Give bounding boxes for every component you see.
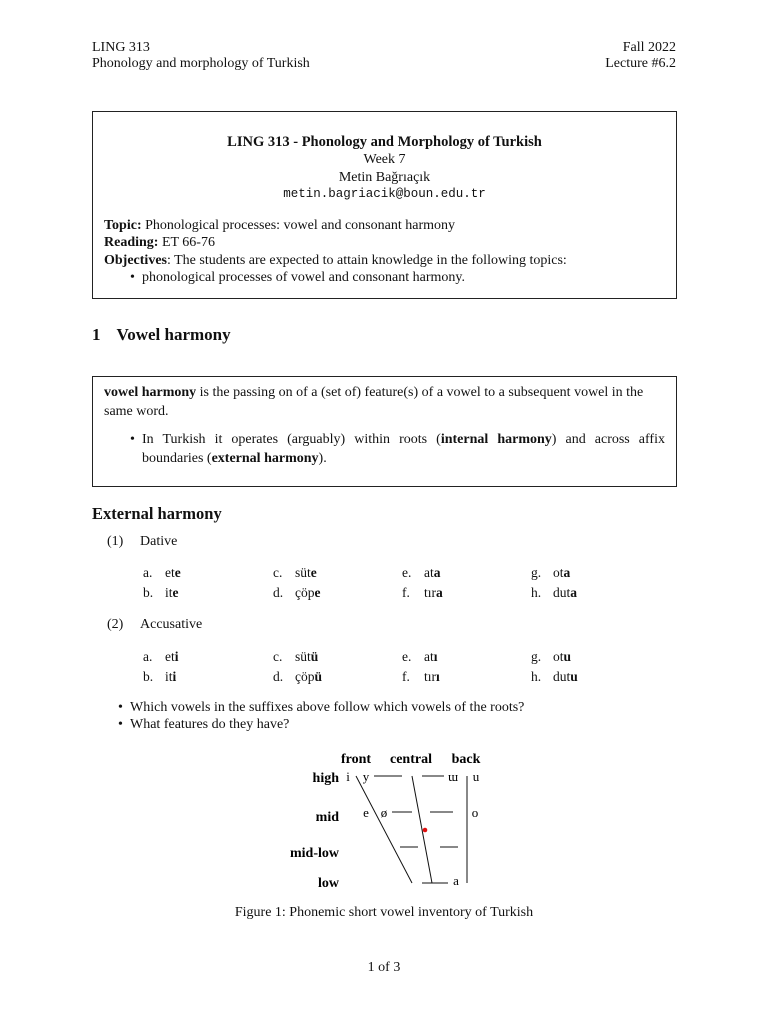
section-title: Vowel harmony: [116, 325, 231, 344]
example-item: [273, 649, 318, 665]
example-stem: et: [165, 565, 175, 580]
example-suffix: i: [174, 649, 179, 664]
vowel-unrounded-u: ɯ: [447, 769, 459, 784]
example-stem: at: [424, 649, 434, 664]
example-suffix: ı: [433, 649, 438, 664]
instructor-email[interactable]: metin.bagriacik@boun.edu.tr: [283, 187, 486, 201]
example-suffix: a: [436, 585, 443, 600]
example-stem: tır: [424, 669, 436, 684]
example-item-label: b.: [143, 669, 154, 684]
example-2-label: Accusative: [140, 617, 203, 632]
objective-item: • phonological processes of vowel and consonant harmony.: [142, 270, 465, 286]
example-suffix: e: [314, 585, 321, 600]
example-item: [143, 649, 179, 665]
reading-label: Reading:: [104, 235, 159, 250]
week: Week 7: [363, 152, 406, 167]
question-2: • What features do they have?: [130, 717, 289, 733]
schwa-dot: [423, 828, 428, 833]
example-item: [531, 649, 571, 665]
topic-label: Topic:: [104, 218, 142, 233]
example-item: [143, 669, 176, 685]
example-item: [273, 565, 317, 581]
instructor: Metin Bağrıaçık: [338, 170, 431, 185]
example-item-label: h.: [531, 585, 542, 600]
example-suffix: u: [570, 669, 578, 684]
example-1-number: (1): [107, 534, 124, 549]
section-number: 1: [92, 325, 101, 344]
vowel-y: y: [362, 769, 370, 784]
bullet-text-3: ).: [318, 451, 327, 466]
row-low: low: [318, 876, 339, 891]
objectives-line: [104, 253, 567, 269]
example-2-number: (2): [107, 617, 124, 632]
example-item-label: g.: [531, 649, 542, 664]
example-stem: süt: [295, 565, 311, 580]
example-suffix: u: [563, 649, 572, 664]
definition-term: vowel harmony: [104, 385, 197, 400]
column-back: back: [451, 752, 481, 767]
vowel-chart-lines: [356, 776, 467, 883]
example-item-label: f.: [402, 585, 410, 600]
example-suffix: i: [172, 669, 177, 684]
example-suffix: e: [172, 585, 179, 600]
example-item: [402, 585, 443, 601]
example-item-label: a.: [143, 649, 153, 664]
example-stem: ot: [553, 565, 564, 580]
example-stem: it: [165, 669, 173, 684]
course-info-box: [92, 111, 677, 299]
example-item: [402, 649, 438, 665]
definition-body: is the passing on of a (set of) feature(s) of a vowel to a subsequent vowel in the same word.: [104, 385, 644, 419]
example-item: [143, 565, 181, 581]
example-stem: süt: [295, 649, 311, 664]
bullet-text-1: In Turkish it operates (arguably) within roots (: [142, 432, 441, 447]
example-item-label: g.: [531, 565, 542, 580]
vowel-i: i: [346, 769, 350, 784]
vowel-u: u: [472, 769, 480, 784]
vowel-chart: [270, 745, 510, 895]
external-harmony-term: external harmony: [211, 451, 319, 466]
reading-line: [104, 235, 215, 251]
question-1: • Which vowels in the suffixes above follow which vowels of the roots?: [130, 700, 524, 716]
example-item: [402, 565, 441, 581]
vowel-e: e: [363, 805, 369, 820]
example-item: [531, 565, 570, 581]
topic-line: [104, 218, 455, 234]
subsection-heading: External harmony: [92, 504, 222, 523]
example-suffix: a: [563, 565, 571, 580]
vowel-o: o: [471, 805, 479, 820]
row-mid: mid: [315, 810, 339, 825]
example-suffix: ü: [314, 669, 323, 684]
figure-caption: Figure 1: Phonemic short vowel inventory of Turkish: [234, 905, 534, 920]
example-item-label: c.: [273, 565, 283, 580]
course-title: Phonology and morphology of Turkish: [92, 56, 310, 71]
example-item: [143, 585, 179, 601]
example-suffix: e: [174, 565, 181, 580]
example-stem: dut: [553, 585, 571, 600]
course-full-title: LING 313 - Phonology and Morphology of Turkish: [227, 134, 542, 150]
example-item: [531, 669, 578, 685]
topic-text: Phonological processes: vowel and consonant harmony: [145, 218, 455, 233]
course-code: LING 313: [92, 40, 150, 55]
objectives-label: Objectives: [104, 253, 167, 268]
example-item-label: d.: [273, 669, 284, 684]
example-item-label: c.: [273, 649, 283, 664]
reading-text: ET 66-76: [161, 235, 215, 250]
bullet-text-2: ) and across affix boundaries (: [142, 432, 665, 466]
example-item-label: f.: [402, 669, 410, 684]
lecture-number: Lecture #6.2: [605, 56, 676, 71]
vowel-a: a: [453, 873, 459, 888]
example-item-label: h.: [531, 669, 542, 684]
objectives-text: : The students are expected to attain knowledge in the following topics:: [166, 253, 567, 268]
example-1-label: Dative: [140, 534, 178, 549]
column-central: central: [390, 752, 432, 767]
central-diagonal: [412, 776, 432, 883]
internal-harmony-term: internal harmony: [440, 432, 552, 447]
example-stem: çöp: [295, 585, 315, 600]
example-suffix: ü: [310, 649, 319, 664]
page-number: 1 of 3: [367, 960, 401, 975]
example-stem: dut: [553, 669, 571, 684]
term: Fall 2022: [622, 40, 676, 55]
row-mid-low: mid-low: [290, 846, 339, 861]
example-stem: çöp: [295, 669, 315, 684]
definition-text: [104, 383, 665, 421]
row-high: high: [312, 771, 339, 786]
example-stem: et: [165, 649, 175, 664]
example-item-label: a.: [143, 565, 153, 580]
column-front: front: [340, 752, 372, 767]
example-item: [273, 669, 322, 685]
definition-box: [92, 376, 677, 487]
section-heading: [92, 325, 231, 345]
definition-bullet: [142, 430, 665, 468]
example-item: [273, 585, 321, 601]
example-item: [531, 585, 577, 601]
vowel-oe: ø: [380, 805, 388, 820]
example-item: [402, 669, 440, 685]
example-item-label: e.: [402, 565, 412, 580]
example-suffix: a: [433, 565, 441, 580]
example-suffix: a: [570, 585, 578, 600]
example-suffix: e: [310, 565, 317, 580]
example-item-label: b.: [143, 585, 154, 600]
front-diagonal: [356, 776, 412, 883]
example-item-label: d.: [273, 585, 284, 600]
example-stem: ot: [553, 649, 564, 664]
example-suffix: ı: [436, 669, 440, 684]
example-stem: at: [424, 565, 434, 580]
example-stem: tır: [424, 585, 436, 600]
example-stem: it: [165, 585, 173, 600]
example-item-label: e.: [402, 649, 412, 664]
